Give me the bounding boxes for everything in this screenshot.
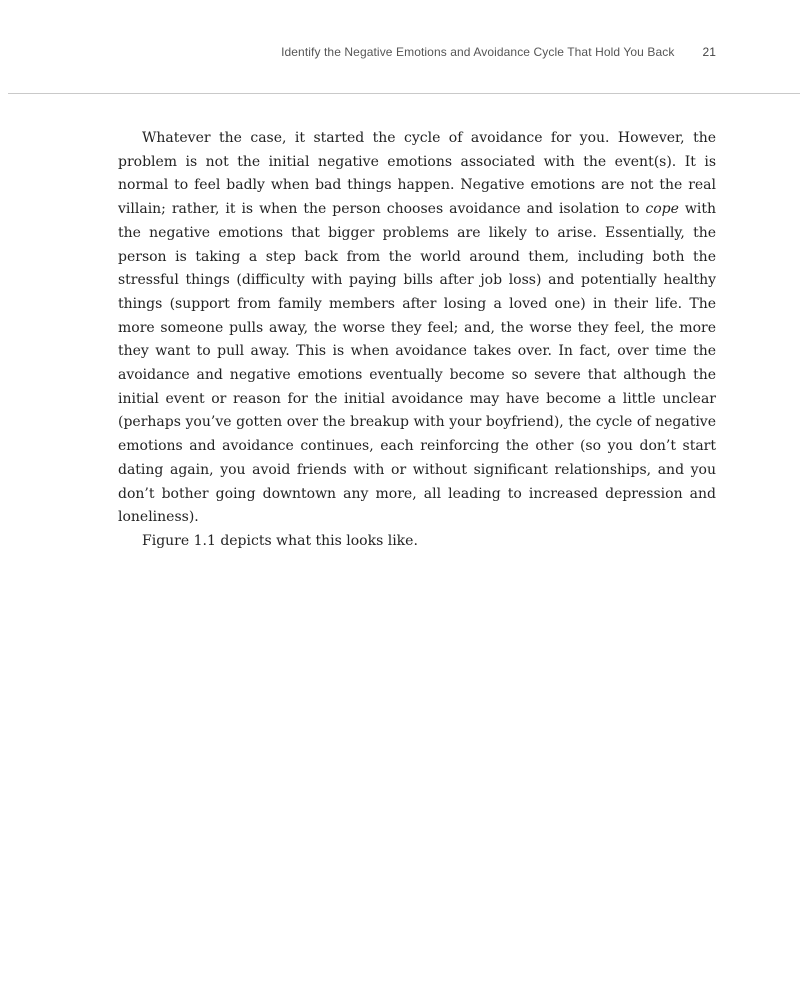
paragraph-cycle-of-avoidance xyxy=(118,127,716,530)
running-header xyxy=(0,45,716,59)
italic-emphasis: cope xyxy=(645,201,679,218)
body-text xyxy=(118,127,716,554)
paragraph-text-part-1: Whatever the case, it started the cycle of avoidance for you. However, the problem is not the initial negative emotions associated with the event(s). It is normal to feel badly when bad things happen. Negative emotions are not the real villain; rather, it is when the person chooses avoidance and isolation to xyxy=(118,130,716,218)
header-divider xyxy=(8,93,800,94)
page-number: 21 xyxy=(702,45,716,59)
paragraph-text-part-2: with the negative emotions that bigger problems are likely to arise. Essentially, the person is taking a step back from the world around them, including both the stressful things (difficulty with paying bills after job loss) and potentially healthy things (support from family members after losing a loved one) in their life. The more someone pulls away, the worse they feel; and, the worse they feel, the more they want to pull away. This is when avoidance takes over. In fact, over time the avoidance and negative emotions eventually become so severe that although the initial event or reason for the initial avoidance may have become a little unclear (perhaps you’ve gotten over the breakup with your boyfriend), the cycle of negative emotions and avoidance continues, each reinforcing the other (so you don’t start dating again, you avoid friends with or without significant relationships, and you don’t bother going downtown any more, all leading to increased depression and loneliness). xyxy=(118,201,717,526)
running-title: Identify the Negative Emotions and Avoidance Cycle That Hold You Back xyxy=(281,45,675,59)
paragraph-figure-reference: Figure 1.1 depicts what this looks like. xyxy=(142,532,418,549)
